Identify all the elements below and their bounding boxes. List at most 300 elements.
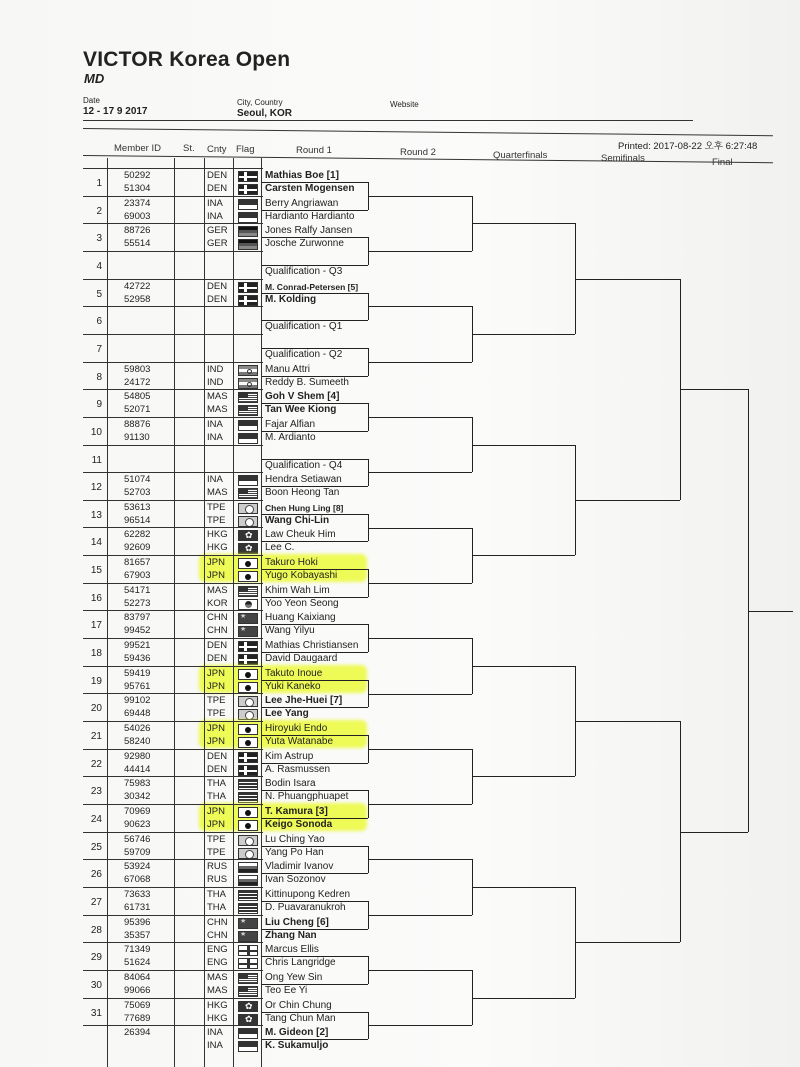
draw-position: 12 (90, 482, 102, 494)
round1-line (262, 403, 368, 404)
row-divider (83, 334, 263, 335)
country-code: DEN (207, 293, 228, 305)
flag-icon (238, 1041, 258, 1052)
draw-position: 26 (90, 869, 102, 881)
draw-position: 27 (90, 896, 102, 908)
player-name: Hiroyuki Endo (265, 723, 328, 734)
member-id-rule (107, 158, 108, 1067)
member-id: 55514 (124, 238, 151, 250)
player-name: Josche Zurwonne (265, 238, 344, 250)
semifinal-line (575, 721, 680, 722)
country-code: DEN (207, 640, 228, 652)
row-divider (83, 445, 263, 446)
flag-icon (238, 820, 258, 831)
member-id: 58240 (124, 736, 151, 747)
round1-line (262, 956, 368, 957)
country-code: GER (207, 225, 228, 237)
country-code: JPN (207, 723, 225, 734)
round1-line (262, 1039, 368, 1040)
flag-icon (238, 779, 258, 790)
row-divider (83, 887, 263, 888)
player-name: David Daugaard (265, 653, 338, 665)
round1-line (262, 984, 368, 985)
country-code: DEN (207, 170, 228, 181)
country-code: INA (207, 418, 223, 430)
country-code: INA (207, 1027, 223, 1039)
country-code: JPN (207, 680, 225, 692)
round2-line (368, 583, 472, 584)
player-name: Mathias Boe [1] (265, 170, 339, 181)
player-name: Mathias Christiansen (265, 640, 359, 652)
country-code: DEN (207, 763, 228, 775)
member-id: 26394 (124, 1027, 151, 1039)
flag-icon (238, 875, 258, 886)
country-code: INA (207, 431, 223, 443)
player-name: Qualification - Q1 (265, 321, 343, 333)
final-line (680, 832, 748, 833)
player-name: Yuki Kaneko (265, 680, 321, 692)
draw-position: 5 (96, 288, 102, 300)
draw-position: 7 (96, 343, 102, 355)
round2-line (368, 472, 472, 473)
member-id: 56746 (124, 833, 151, 845)
flag-icon (238, 433, 258, 444)
round1-line (262, 293, 368, 294)
country-code: JPN (207, 736, 225, 747)
country-code: THA (207, 791, 226, 803)
flag-icon (238, 558, 258, 569)
row-divider (83, 942, 263, 943)
row-divider (83, 472, 263, 473)
round2-line (368, 859, 472, 860)
round2-line (368, 528, 472, 529)
row-divider (83, 638, 263, 639)
quarterfinal-line (472, 445, 575, 446)
player-name: K. Sukamuljo (265, 1040, 329, 1052)
country-code: INA (207, 210, 223, 222)
draw-position: 3 (96, 233, 102, 245)
member-id: 52958 (124, 293, 151, 305)
member-id: 67068 (124, 874, 151, 886)
member-id: 99066 (124, 984, 151, 996)
draw-position: 14 (90, 537, 102, 549)
player-name: Manu Attri (265, 363, 311, 375)
draw-position: 13 (90, 509, 102, 521)
member-id: 99521 (124, 640, 151, 652)
tournament-title: VICTOR Korea Open (83, 48, 291, 71)
location-value: Seoul, KOR (237, 108, 293, 119)
flag-icon: ★ (238, 918, 258, 929)
flag-icon (238, 295, 258, 306)
player-name: Takuro Hoki (265, 557, 318, 569)
round2-line (368, 251, 472, 252)
col-semifinals: Semifinals (601, 153, 645, 164)
country-code: INA (207, 474, 223, 486)
country-code: MAS (207, 971, 228, 983)
member-id: 23374 (124, 197, 151, 209)
country-code: INA (207, 1040, 223, 1052)
member-id: 59803 (124, 363, 151, 375)
round1-line (262, 431, 368, 432)
col-cnty: Cnty (207, 144, 227, 155)
flag-icon (238, 599, 258, 610)
flag-icon (238, 199, 258, 210)
country-code: IND (207, 376, 224, 388)
row-divider (83, 610, 263, 611)
round2-line (368, 196, 472, 197)
member-id: 51304 (124, 183, 151, 194)
round1-line (262, 680, 368, 681)
cnty-rule (204, 158, 205, 1067)
flag-icon (238, 986, 258, 997)
country-code: ENG (207, 944, 228, 956)
row-divider (83, 721, 263, 722)
flag-icon (238, 792, 258, 803)
player-name: N. Phuangphuapet (265, 791, 349, 803)
flag-icon: ✿ (238, 1001, 258, 1012)
flag-icon (238, 724, 258, 735)
flag-left-rule (233, 158, 234, 1067)
quarterfinal-line (472, 223, 575, 224)
semifinal-line (575, 500, 680, 501)
flag-right-rule (261, 158, 262, 1067)
member-id: 95761 (124, 680, 151, 692)
member-id: 91130 (124, 431, 150, 443)
player-name: Yoo Yeon Seong (265, 597, 339, 609)
member-id: 84064 (124, 971, 151, 983)
member-id: 71349 (124, 944, 151, 956)
flag-icon (238, 737, 258, 748)
member-id: 44414 (124, 763, 151, 775)
flag-icon (238, 420, 258, 431)
player-name: Yugo Kobayashi (265, 570, 338, 582)
draw-position: 29 (90, 952, 102, 964)
round1-line (262, 320, 368, 321)
player-name: Lee Jhe-Huei [7] (265, 695, 343, 707)
flag-icon (238, 641, 258, 652)
flag-icon (238, 654, 258, 665)
draw-position: 16 (90, 592, 102, 604)
member-id: 73633 (124, 888, 151, 900)
player-name: Hendra Setiawan (265, 474, 342, 486)
country-code: CHN (207, 916, 228, 928)
quarterfinal-line (472, 666, 575, 667)
player-name: Qualification - Q4 (265, 459, 343, 471)
round2-line (368, 306, 472, 307)
row-divider (83, 776, 263, 777)
player-name: Or Chin Chung (265, 999, 332, 1011)
flag-icon (238, 475, 258, 486)
member-id: 96514 (124, 514, 151, 526)
flag-icon: ★ (238, 626, 258, 637)
semifinal-line (575, 942, 680, 943)
member-id: 88726 (124, 225, 151, 237)
row-divider (83, 168, 263, 169)
player-name: Wang Chi-Lin (265, 514, 330, 526)
country-code: TPE (207, 708, 226, 720)
country-code: HKG (207, 542, 228, 554)
country-code: THA (207, 888, 226, 900)
country-code: MAS (207, 404, 228, 416)
draw-position: 22 (90, 758, 102, 770)
flag-icon: ★ (238, 931, 258, 942)
player-name: Yuta Watanabe (265, 736, 334, 747)
draw-position: 15 (90, 565, 102, 577)
round2-line (368, 417, 472, 418)
player-name: D. Puavaranukroh (265, 901, 346, 913)
semifinal-line (575, 279, 680, 280)
country-code: JPN (207, 667, 225, 679)
country-code: JPN (207, 805, 225, 817)
player-name: Jones Ralfy Jansen (265, 225, 353, 237)
country-code: DEN (207, 280, 228, 292)
draw-position: 17 (90, 620, 102, 632)
row-divider (83, 279, 263, 280)
flag-icon (238, 807, 258, 818)
member-id: 24172 (124, 376, 151, 388)
row-divider (83, 389, 263, 390)
member-id: 52703 (124, 487, 151, 499)
member-id: 61731 (124, 901, 151, 913)
flag-icon (238, 226, 258, 237)
player-name: Carsten Mogensen (265, 183, 355, 194)
player-name: Qualification - Q3 (265, 265, 343, 277)
player-name: M. Kolding (265, 293, 317, 305)
quarterfinal-line (472, 887, 575, 888)
flag-icon (238, 958, 258, 969)
row-divider (83, 693, 263, 694)
flag-icon (238, 945, 258, 956)
player-name: Ivan Sozonov (265, 874, 326, 886)
draw-position: 23 (90, 786, 102, 798)
quarterfinal-line (472, 776, 575, 777)
country-code: DEN (207, 653, 228, 665)
country-code: TPE (207, 501, 226, 513)
flag-icon (238, 488, 258, 499)
row-divider (83, 970, 263, 971)
winner-line (748, 611, 793, 612)
country-code: CHN (207, 612, 228, 624)
col-member-id: Member ID (114, 143, 161, 154)
player-name: Fajar Alfian (265, 418, 316, 430)
player-name: Boon Heong Tan (265, 487, 340, 499)
round1-line (262, 376, 368, 377)
date-label: Date (83, 96, 100, 105)
player-name: Keigo Sonoda (265, 818, 333, 830)
round1-line (262, 348, 368, 349)
player-name: Yang Po Han (265, 846, 324, 858)
final-line (680, 389, 748, 390)
round2-line (368, 362, 472, 363)
country-code: JPN (207, 570, 225, 582)
player-name: Teo Ee Yi (265, 984, 308, 996)
member-id: 54171 (124, 584, 151, 596)
row-divider (83, 749, 263, 750)
round1-line (262, 237, 368, 238)
draw-position: 25 (90, 841, 102, 853)
row-divider (83, 417, 263, 418)
round1-line (262, 569, 368, 570)
col-st: St. (183, 143, 195, 154)
round1-line (262, 182, 368, 183)
col-flag: Flag (236, 144, 255, 155)
country-code: GER (207, 238, 228, 250)
member-id: 35357 (124, 929, 151, 941)
round1-line (262, 210, 368, 211)
row-divider (83, 666, 263, 667)
player-name: Lee Yang (265, 708, 309, 720)
quarterfinal-line (472, 334, 575, 335)
country-code: TPE (207, 514, 226, 526)
draw-position: 20 (90, 703, 102, 715)
player-name: Khim Wah Lim (265, 584, 330, 596)
country-code: DEN (207, 750, 228, 762)
round1-line (262, 486, 368, 487)
country-code: MAS (207, 584, 228, 596)
country-code: DEN (207, 183, 228, 194)
flag-icon (238, 392, 258, 403)
row-divider (83, 915, 263, 916)
player-name: Hardianto Hardianto (265, 210, 355, 222)
member-id: 59436 (124, 653, 151, 665)
round1-line (262, 818, 368, 819)
flag-icon (238, 903, 258, 914)
member-id: 69448 (124, 708, 151, 720)
date-value: 12 - 17 9 2017 (83, 106, 148, 117)
flag-icon (238, 571, 258, 582)
quarterfinal-line (472, 555, 575, 556)
country-code: TPE (207, 695, 226, 707)
flag-icon (238, 378, 258, 389)
player-name: Goh V Shem [4] (265, 391, 340, 403)
flag-icon (238, 503, 258, 514)
player-name: M. Gideon [2] (265, 1027, 329, 1039)
row-divider (83, 306, 263, 307)
row-divider (83, 998, 263, 999)
round2-line (368, 1025, 472, 1026)
player-name: Qualification - Q2 (265, 348, 343, 360)
member-id: 70969 (124, 805, 151, 817)
member-id: 54805 (124, 391, 151, 403)
round1-line (262, 514, 368, 515)
player-name: Lu Ching Yao (265, 833, 325, 845)
row-divider (83, 500, 263, 501)
round1-line (262, 1012, 368, 1013)
member-id: 77689 (124, 1012, 151, 1024)
printed-timestamp: Printed: 2017-08-22 오후 6:27:48 (618, 141, 758, 152)
country-code: MAS (207, 487, 228, 499)
flag-icon (238, 516, 258, 527)
flag-icon (238, 696, 258, 707)
member-id: 90623 (124, 818, 151, 830)
round1-line (262, 846, 368, 847)
country-code: HKG (207, 1012, 228, 1024)
member-id: 51624 (124, 957, 151, 969)
flag-icon (238, 669, 258, 680)
col-round1: Round 1 (296, 145, 332, 156)
draw-position: 8 (96, 371, 102, 383)
row-divider (83, 804, 263, 805)
country-code: MAS (207, 391, 228, 403)
member-id: 95396 (124, 916, 151, 928)
member-id: 75983 (124, 778, 151, 790)
round1-line (262, 735, 368, 736)
country-code: CHN (207, 625, 228, 637)
member-id: 81657 (124, 557, 151, 569)
flag-icon (238, 239, 258, 250)
member-id: 52071 (124, 404, 151, 416)
country-code: THA (207, 901, 226, 913)
country-code: RUS (207, 874, 228, 886)
row-divider (83, 583, 263, 584)
draw-position: 2 (96, 205, 102, 217)
member-id: 59709 (124, 846, 151, 858)
flag-icon (238, 709, 258, 720)
row-divider (83, 832, 263, 833)
flag-icon (238, 212, 258, 223)
flag-icon (238, 752, 258, 763)
player-name: Ong Yew Sin (265, 971, 323, 983)
flag-icon: ✿ (238, 543, 258, 554)
player-name: Takuto Inoue (265, 667, 323, 679)
flag-icon (238, 586, 258, 597)
player-name: Huang Kaixiang (265, 612, 336, 624)
player-name: T. Kamura [3] (265, 805, 328, 817)
row-divider (83, 362, 263, 363)
round1-line (262, 873, 368, 874)
draw-position: 18 (90, 648, 102, 660)
flag-icon (238, 184, 258, 195)
flag-icon (238, 765, 258, 776)
col-round2: Round 2 (400, 147, 436, 158)
player-name: Wang Yilyu (265, 625, 315, 637)
player-name: Kittinupong Kedren (265, 888, 351, 900)
round1-line (262, 901, 368, 902)
event-code: MD (84, 71, 105, 86)
player-name: Zhang Nan (265, 929, 317, 941)
row-divider (83, 555, 263, 556)
round2-line (368, 804, 472, 805)
round1-line (262, 763, 368, 764)
member-id: 54026 (124, 723, 151, 734)
draw-position: 9 (96, 399, 102, 411)
country-code: TPE (207, 833, 226, 845)
quarterfinal-line (472, 998, 575, 999)
flag-icon (238, 890, 258, 901)
row-divider (83, 1025, 263, 1026)
country-code: ENG (207, 957, 228, 969)
flag-icon: ✿ (238, 530, 258, 541)
draw-position: 28 (90, 924, 102, 936)
flag-icon (238, 282, 258, 293)
round1-line (262, 459, 368, 460)
player-name: Law Cheuk Him (265, 529, 336, 541)
draw-position: 1 (96, 178, 102, 189)
flag-icon (238, 973, 258, 984)
member-id: 53613 (124, 501, 151, 513)
country-code: THA (207, 778, 226, 790)
header-rule (83, 120, 693, 121)
row-divider (83, 251, 263, 252)
member-id: 75069 (124, 999, 151, 1011)
member-id: 92609 (124, 542, 151, 554)
round1-line (262, 707, 368, 708)
row-divider (83, 859, 263, 860)
player-name: Tan Wee Kiong (265, 404, 337, 416)
player-name: A. Rasmussen (265, 763, 331, 775)
flag-icon (238, 848, 258, 859)
flag-icon (238, 862, 258, 873)
